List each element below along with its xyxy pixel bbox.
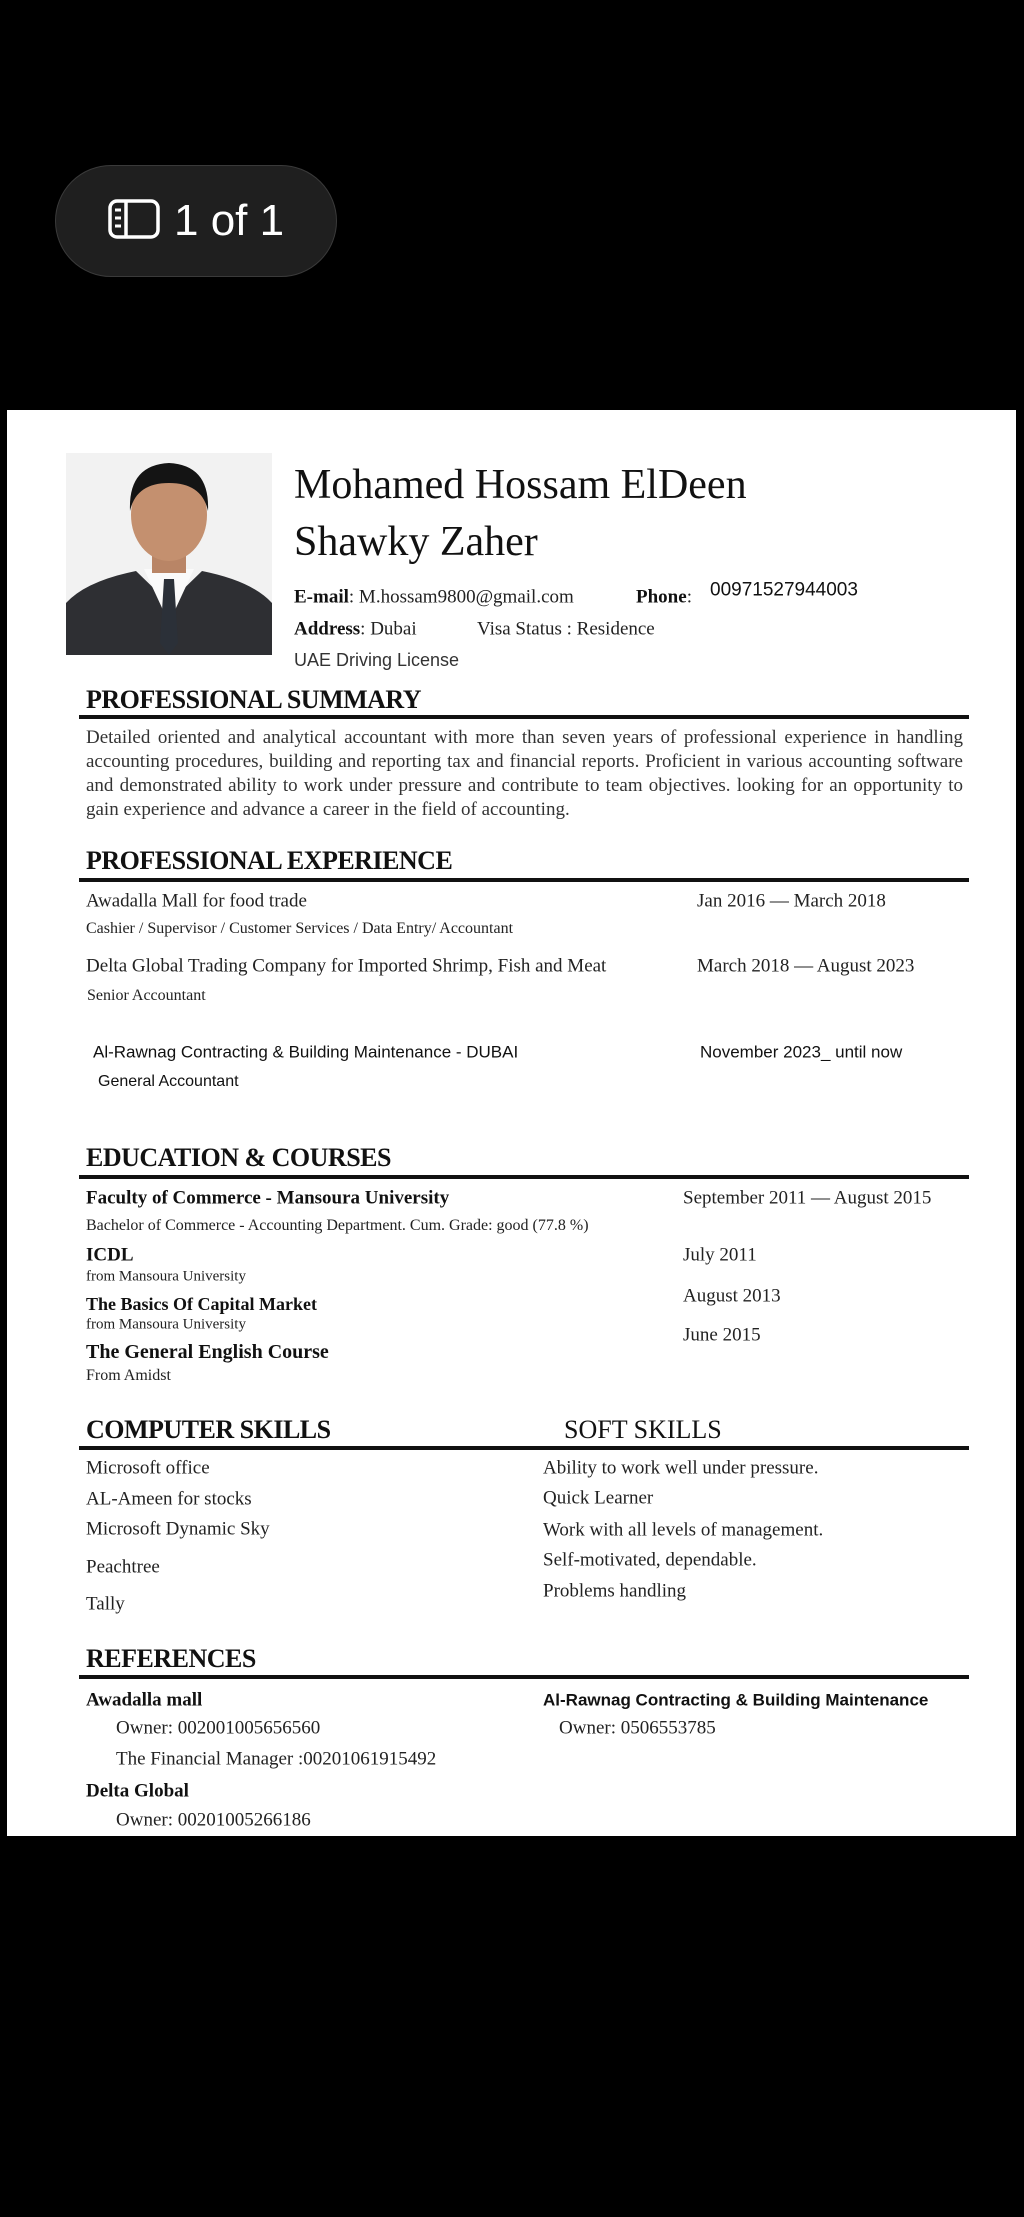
resume-page [7,410,1016,1836]
section-divider [79,878,969,882]
reference-company: Al-Rawnag Contracting & Building Maintenance [543,1690,929,1710]
reference-contact: The Financial Manager :00201061915492 [116,1748,437,1770]
experience-company: Awadalla Mall for food trade [86,890,307,912]
education-title: The Basics Of Capital Market [86,1294,317,1314]
soft-skills-heading: SOFT SKILLS [564,1415,722,1444]
education-title: Faculty of Commerce - Mansoura University [86,1187,450,1209]
driving-license: UAE Driving License [294,650,460,670]
address-label: Address [294,618,361,640]
experience-role: Cashier / Supervisor / Customer Services / Data Entry/ Accountant [86,920,514,937]
education-date: September 2011 — August 2015 [683,1187,932,1209]
name-line-2: Shawky Zaher [294,519,538,565]
computer-skill: Microsoft office [86,1457,210,1479]
education-date: July 2011 [683,1244,757,1266]
education-detail: Bachelor of Commerce - Accounting Department. Cum. Grade: good (77.8 %) [86,1217,589,1234]
page-sidebar-icon [108,199,160,244]
soft-skill: Quick Learner [543,1487,654,1509]
reference-contact: Owner: 0506553785 [559,1717,716,1739]
education-title: The General English Course [86,1341,329,1363]
reference-contact: Owner: 002001005656560 [116,1717,321,1739]
profile-photo [66,453,272,655]
address-row [294,620,417,639]
page-indicator-button[interactable] [55,165,337,277]
email-value: : M.hossam9800@gmail.com [348,586,574,608]
experience-role: Senior Accountant [87,987,206,1004]
phone-row [636,588,692,607]
education-heading: EDUCATION & COURSES [86,1143,391,1172]
soft-skill: Problems handling [543,1580,687,1602]
soft-skill: Work with all levels of management. [543,1519,824,1541]
experience-company: Al-Rawnag Contracting & Building Maintenance - DUBAI [93,1042,519,1062]
experience-dates: November 2023_ until now [700,1042,903,1062]
computer-skill: Peachtree [86,1556,160,1578]
experience-company: Delta Global Trading Company for Imported Shrimp, Fish and Meat [86,955,607,977]
visa-status: Visa Status : Residence [477,618,655,640]
section-divider [79,1446,969,1450]
name-line-1: Mohamed Hossam ElDeen [294,462,747,508]
education-date: June 2015 [683,1324,761,1346]
education-date: August 2013 [683,1285,781,1307]
reference-company: Awadalla mall [86,1689,203,1711]
computer-skills-heading: COMPUTER SKILLS [86,1415,331,1444]
education-title: ICDL [86,1244,134,1266]
phone-colon: : [686,586,692,608]
email-row [294,588,574,607]
phone-label: Phone [636,586,687,608]
address-value: : Dubai [360,618,417,640]
education-detail: From Amidst [86,1367,171,1384]
experience-dates: March 2018 — August 2023 [697,955,915,977]
reference-company: Delta Global [86,1780,189,1802]
references-heading: REFERENCES [86,1644,256,1673]
summary-text: Detailed oriented and analytical accountant with more than seven years of professional experience in handling accounting procedures, building and reporting tax and financial reports. Proficient in various accounting software and demonstrated ability to work under pressure and contribute to team objectives. looking for an opportunity to gain experience and advance a career in the field of accounting. [86,727,963,820]
soft-skill: Self-motivated, dependable. [543,1549,757,1571]
computer-skill: AL-Ameen for stocks [86,1488,252,1510]
experience-role: General Accountant [98,1073,239,1090]
summary-heading: PROFESSIONAL SUMMARY [86,685,422,714]
computer-skill: Microsoft Dynamic Sky [86,1518,270,1540]
section-divider [79,715,969,719]
page-indicator-text: 1 of 1 [174,196,285,245]
education-detail: from Mansoura University [86,1316,246,1333]
education-detail: from Mansoura University [86,1268,246,1285]
soft-skill: Ability to work well under pressure. [543,1457,819,1479]
experience-heading: PROFESSIONAL EXPERIENCE [86,846,453,875]
phone-value: 00971527944003 [710,579,858,601]
reference-contact: Owner: 00201005266186 [116,1809,311,1831]
section-divider [79,1175,969,1179]
computer-skill: Tally [86,1593,125,1615]
section-divider [79,1675,969,1679]
experience-dates: Jan 2016 — March 2018 [697,890,886,912]
email-label: E-mail [294,586,349,608]
